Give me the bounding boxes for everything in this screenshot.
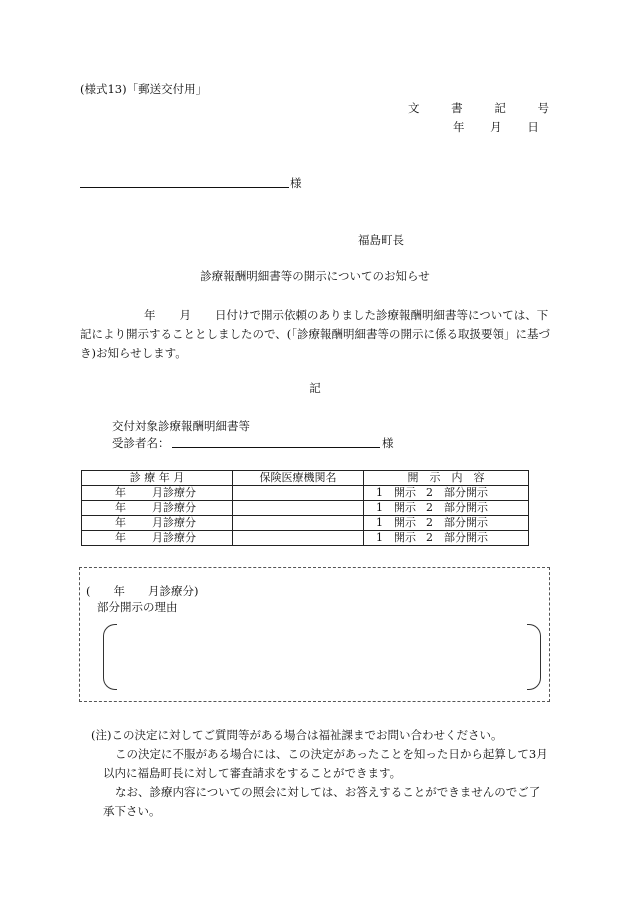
table-row: [82, 531, 529, 546]
row-year: 年: [115, 516, 126, 529]
institution-cell: [233, 516, 364, 531]
option-disclose: 1 開示: [376, 516, 416, 529]
table-header-row: [82, 471, 529, 486]
body-month: 月: [179, 308, 191, 322]
document-title: 診療報酬明細書等の開示についてのお知らせ: [200, 269, 430, 283]
patient-name-line: [172, 447, 380, 448]
disclosure-table: [81, 470, 529, 546]
note-appeal: この決定に不服がある場合には、この決定があったことを知った日から起算して3月以内に福島町長に対して審査請求をすることができます。: [103, 747, 548, 780]
institution-cell: [233, 501, 364, 516]
doc-number-char: 文: [408, 101, 420, 115]
row-year: 年: [115, 501, 126, 514]
option-partial: 2 部分開示: [426, 486, 488, 499]
header-content: 開 示 内 容: [364, 471, 529, 486]
option-disclose: 1 開示: [376, 486, 416, 499]
doc-date-month: 月: [490, 120, 502, 134]
body-paragraph: [80, 306, 550, 363]
table-row: [82, 516, 529, 531]
body-year: 年: [144, 308, 156, 322]
item-title: 交付対象診療報酬明細書等: [112, 419, 250, 433]
option-disclose: 1 開示: [376, 531, 416, 544]
document-number: [408, 100, 549, 116]
header-institution: 保険医療機関名: [233, 471, 364, 486]
header-period: 診 療 年 月: [82, 471, 233, 486]
recipient-suffix: 様: [290, 176, 302, 190]
doc-number-char: 号: [537, 101, 549, 115]
note-inquiry: (注)この決定に対してご質問等がある場合は福祉課までお問い合わせください。: [91, 728, 503, 742]
document-date: [453, 119, 539, 135]
option-partial: 2 部分開示: [426, 501, 488, 514]
row-year: 年: [115, 531, 126, 544]
row-month: 月診療分: [152, 501, 196, 514]
recipient-name-line: [80, 187, 289, 188]
option-partial: 2 部分開示: [426, 516, 488, 529]
option-disclose: 1 開示: [376, 501, 416, 514]
row-year: 年: [115, 486, 126, 499]
patient-label: 受診者名：: [112, 436, 170, 450]
table-row: [82, 486, 529, 501]
row-month: 月診療分: [152, 486, 196, 499]
sender: 福島町長: [358, 233, 404, 247]
doc-number-char: 記: [494, 101, 506, 115]
note-medical-content: なお、診療内容についての照会に対しては、お答えすることができませんのでご了承下さい。: [103, 785, 541, 818]
institution-cell: [233, 531, 364, 546]
row-month: 月診療分: [152, 531, 196, 544]
doc-date-day: 日: [527, 120, 539, 134]
reason-period: ( 年 月診療分): [86, 584, 199, 598]
doc-number-char: 書: [451, 101, 463, 115]
form-label: (様式13)「郵送交付用」: [80, 82, 208, 96]
ki-heading: 記: [309, 381, 321, 395]
institution-cell: [233, 486, 364, 501]
row-month: 月診療分: [152, 516, 196, 529]
reason-label: 部分開示の理由: [97, 600, 178, 614]
doc-date-year: 年: [453, 120, 465, 134]
right-bracket: [527, 624, 541, 690]
table-row: [82, 501, 529, 516]
option-partial: 2 部分開示: [426, 531, 488, 544]
body-text: 日付けで開示依頼のありました診療報酬明細書等については、下記により開示することとしましたので、(「診療報酬明細書等の開示に係る取扱要領」に基づき)お知らせします。: [80, 308, 551, 360]
left-bracket: [103, 624, 117, 690]
patient-suffix: 様: [382, 436, 394, 450]
